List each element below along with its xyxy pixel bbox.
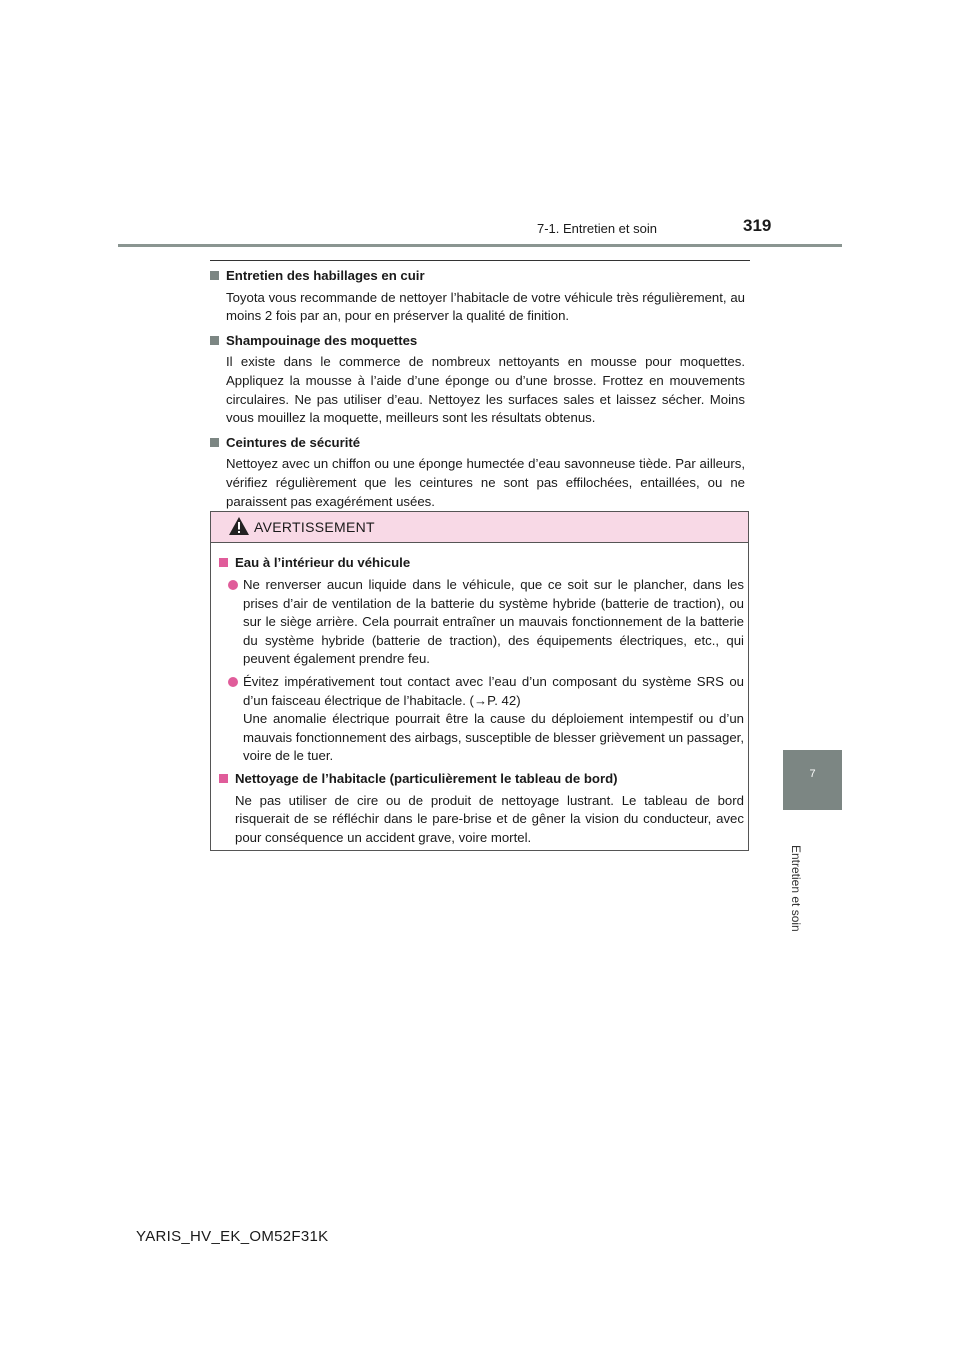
warning-bullet	[219, 673, 744, 765]
warning-box	[210, 511, 749, 851]
chapter-tab-label: Entretien et soin	[789, 845, 803, 932]
warning-title: AVERTISSEMENT	[254, 519, 375, 535]
warning-header	[211, 512, 748, 543]
square-bullet-icon	[210, 438, 219, 447]
header-divider	[118, 244, 842, 247]
content-divider	[210, 260, 750, 261]
warning-item-text: Ne pas utiliser de cire ou de produit de nettoyage lustrant. Le tableau de bord risquerait de se réfléchir dans le pare-brise et de gêner la vision du conducteur, avec pour conséquence un accident grave, voire mortel.	[235, 792, 744, 845]
warning-content	[219, 554, 744, 851]
square-bullet-icon	[210, 336, 219, 345]
section-text: Toyota vous recommande de nettoyer l’habitacle de votre véhicule très régulièrement, au moins 2 fois par an, pour en préserver la qualité de finition.	[226, 289, 745, 324]
main-content	[210, 267, 745, 517]
round-bullet-icon	[228, 580, 238, 590]
square-bullet-icon	[210, 271, 219, 280]
chapter-tab-number: 7	[809, 768, 816, 780]
document-code: YARIS_HV_EK_OM52F31K	[136, 1228, 329, 1245]
section-heading: Shampouinage des moquettes	[226, 332, 418, 348]
section-heading: Entretien des habillages en cuir	[226, 268, 425, 283]
warning-triangle-icon	[228, 516, 250, 536]
section-leather	[210, 267, 745, 326]
warning-item-heading: Eau à l’intérieur du véhicule	[235, 555, 411, 570]
square-bullet-icon	[219, 558, 228, 567]
warning-bullet-text: Évitez impérativement tout contact avec l’eau d’un composant du système SRS ou d’un faisceau électrique de l’habitacle. (→P. 42)	[243, 674, 744, 708]
section-heading: Ceintures de sécurité	[226, 434, 361, 450]
chapter-tab	[783, 750, 842, 810]
warning-bullet-continuation: Une anomalie électrique pourrait être la cause du déploiement intempestif ou d’un mauvais fonctionnement des airbags, susceptible de blesser grièvement un passager, voire de le tuer.	[243, 711, 744, 764]
warning-bullet-text: Ne renverser aucun liquide dans le véhicule, que ce soit sur le plancher, dans les prises d’air de ventilation de la batterie du système hybride (batterie de traction), ou sur le siège arrière. Cela pourrait entraîner un mauvais fonctionnement de la batterie du système hybride (batterie de traction), des équipements électriques, etc., qui peuvent également prendre feu.	[243, 577, 744, 667]
page-number: 319	[743, 216, 772, 235]
section-seatbelts	[210, 434, 745, 511]
square-bullet-icon	[219, 774, 228, 783]
section-title: 7-1. Entretien et soin	[537, 221, 657, 236]
section-text: Nettoyez avec un chiffon ou une éponge humectée d’eau savonneuse tiède. Par ailleurs, vérifiez régulièrement que les ceintures ne sont pas effilochées, entaillées, ou ne paraissent pas exagérément usées.	[226, 456, 745, 509]
section-carpets	[210, 332, 745, 428]
warning-item-heading: Nettoyage de l’habitacle (particulièrement le tableau de bord)	[235, 771, 618, 787]
round-bullet-icon	[228, 677, 238, 687]
section-text: Il existe dans le commerce de nombreux nettoyants en mousse pour moquettes. Appliquez la mousse à l’aide d’une éponge ou d’une brosse. Frottez en mouvements circulaires. Ne pas utiliser d’eau. Nettoyez les surfaces sales et laissez sécher. Moins vous mouillez la moquette, meilleurs sont les résultats obtenus.	[226, 354, 745, 426]
warning-bullet	[219, 576, 744, 668]
